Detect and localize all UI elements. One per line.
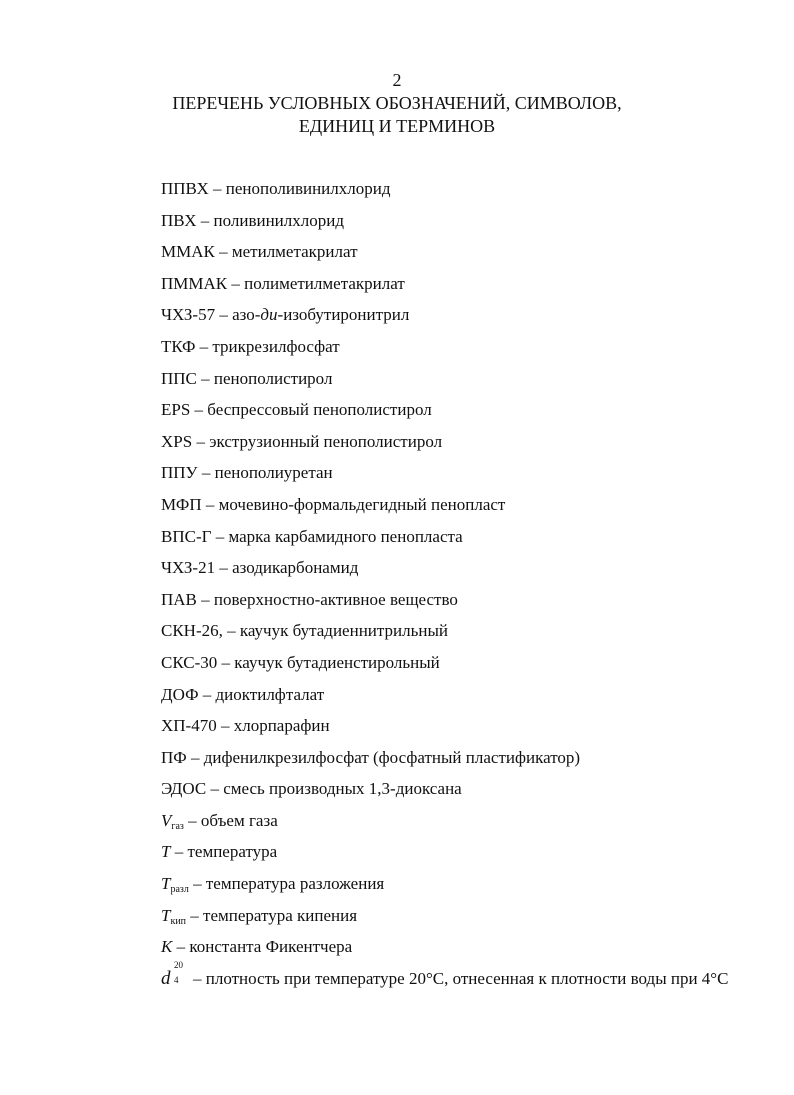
term-definition: хлорпарафин — [233, 716, 330, 736]
term-abbr: XPS — [161, 431, 193, 451]
symbol: T — [161, 874, 171, 894]
term-item: ПФ – дифенилкрезилфосфат (фосфатный пластификатор) — [161, 747, 581, 767]
term-abbr: ПММАК — [161, 273, 228, 293]
term-item: ЧХЗ-57 – азо-ди-изобутиронитрил — [161, 305, 410, 325]
page-title — [0, 92, 794, 138]
symbol-definition: температура кипения — [203, 905, 358, 925]
density-symbol: d 20 4 — [161, 959, 183, 989]
symbol-subscript: кип — [170, 915, 187, 927]
term-item: СКН-26, – каучук бутадиеннитрильный — [161, 621, 448, 641]
term-definition: трикрезилфосфат — [212, 336, 340, 356]
term-definition: пенополистирол — [213, 368, 333, 388]
term-item: ВПС-Г – марка карбамидного пенопласта — [161, 526, 463, 546]
term-item: ПАВ – поверхностно-активное вещество — [161, 589, 458, 609]
symbol: V — [161, 810, 172, 830]
symbol-item: $V_{газ}$ – объем газа — [161, 810, 278, 832]
term-abbr: ППВХ — [161, 179, 209, 198]
symbol-definition: объем газа — [200, 810, 278, 830]
term-abbr: ЭДОС — [161, 779, 207, 799]
term-abbr: ХП-470 — [161, 716, 217, 736]
term-abbr: СКН-26, — [161, 621, 223, 641]
term-abbr: ПФ — [161, 747, 187, 767]
term-definition: азо-ди-изобутиронитрил — [232, 305, 410, 325]
term-item: ПВХ – поливинилхлорид — [161, 210, 344, 230]
term-definition: смесь производных 1,3-диоксана — [223, 779, 462, 799]
term-definition: дифенилкрезилфосфат (фосфатный пластификатор) — [203, 747, 581, 767]
term-item: ППС – пенополистирол — [161, 368, 333, 388]
term-definition: беспрессовый пенополистирол — [207, 400, 432, 420]
title-line-2: ЕДИНИЦ И ТЕРМИНОВ — [298, 116, 496, 136]
terms-list — [161, 176, 781, 997]
term-definition: экструзионный пенополистирол — [209, 431, 443, 451]
symbol-definition: константа Фикентчера — [189, 937, 353, 957]
term-abbr: ТКФ — [161, 336, 196, 356]
symbol: K — [161, 937, 173, 957]
term-item: ЭДОС – смесь производных 1,3-диоксана — [161, 779, 462, 799]
term-item: ППУ – пенополиуретан — [161, 463, 333, 483]
term-definition: каучук бутадиеннитрильный — [239, 621, 448, 641]
page-number: 2 — [392, 70, 402, 90]
term-definition: метилметакрилат — [231, 242, 358, 262]
title-line-1: ПЕРЕЧЕНЬ УСЛОВНЫХ ОБОЗНАЧЕНИЙ, СИМВОЛОВ, — [172, 93, 622, 113]
term-definition: поверхностно-активное вещество — [213, 589, 458, 609]
term-item: ТКФ – трикрезилфосфат — [161, 336, 340, 356]
term-definition: каучук бутадиенстирольный — [234, 652, 440, 672]
term-item: EPS – беспрессовый пенополистирол — [161, 400, 432, 420]
term-item: МФП – мочевино-формальдегидный пенопласт — [161, 494, 506, 514]
term-abbr: ВПС-Г — [161, 526, 212, 546]
term-definition: марка карбамидного пенопласта — [228, 526, 463, 546]
term-item: ЧХЗ-21 – азодикарбонамид — [161, 558, 359, 578]
term-definition: азодикарбонамид — [232, 558, 359, 578]
term-abbr: ПВХ — [161, 210, 197, 230]
term-abbr: EPS — [161, 400, 191, 420]
term-abbr: МФП — [161, 494, 202, 514]
term-definition: мочевино-формальдегидный пенопласт — [218, 494, 506, 514]
term-definition: диоктилфталат — [215, 684, 325, 704]
term-item: СКС-30 – каучук бутадиенстирольный — [161, 652, 440, 672]
symbol-definition: температура разложения — [205, 874, 385, 894]
term-abbr: ППУ — [161, 463, 198, 483]
symbol-item: K – константа Фикентчера — [161, 937, 353, 957]
term-abbr: СКС-30 — [161, 652, 218, 672]
term-definition: пенополиуретан — [214, 463, 333, 483]
term-abbr: ЧХЗ-21 — [161, 558, 216, 578]
symbol-subscript: газ — [171, 820, 184, 832]
symbol: T — [161, 842, 171, 862]
symbol-superscript: 20 — [174, 959, 183, 970]
symbol: T — [161, 905, 171, 925]
term-abbr: ЧХЗ-57 — [161, 305, 216, 325]
symbol-item: $T_{разл}$ – температура разложения — [161, 874, 385, 896]
symbol-item: $T_{кип}$ – температура кипения — [161, 905, 358, 927]
symbol-definition: плотность при температуре 20°С, отнесенная к плотности воды при 4°С — [205, 968, 729, 988]
symbol-item: T – температура — [161, 842, 278, 862]
term-item: ММАК – метилметакрилат — [161, 242, 358, 262]
symbol-definition: температура — [187, 842, 278, 862]
term-item: ДОФ – диоктилфталат — [161, 684, 325, 704]
symbol-subscript: 4 — [174, 974, 179, 985]
term-definition: полиметилметакрилат — [244, 273, 405, 293]
term-item: XPS – экструзионный пенополистирол — [161, 431, 443, 451]
term-item: ПММАК – полиметилметакрилат — [161, 273, 405, 293]
symbol-item: d 20 4 – плотность при температуре 20°С, отнесенная к плотности воды при 4°С — [161, 966, 781, 998]
term-abbr: ППС — [161, 368, 197, 388]
term-abbr: ММАК — [161, 242, 215, 262]
symbol-subscript: разл — [170, 884, 189, 896]
term-item: ППВХ – пенополивинилхлорид — [161, 179, 391, 198]
term-definition: пенополивинилхлорид — [225, 179, 391, 198]
term-definition: поливинилхлорид — [213, 210, 344, 230]
term-abbr: ДОФ — [161, 684, 199, 704]
term-item: ХП-470 – хлорпарафин — [161, 716, 330, 736]
term-abbr: ПАВ — [161, 589, 197, 609]
